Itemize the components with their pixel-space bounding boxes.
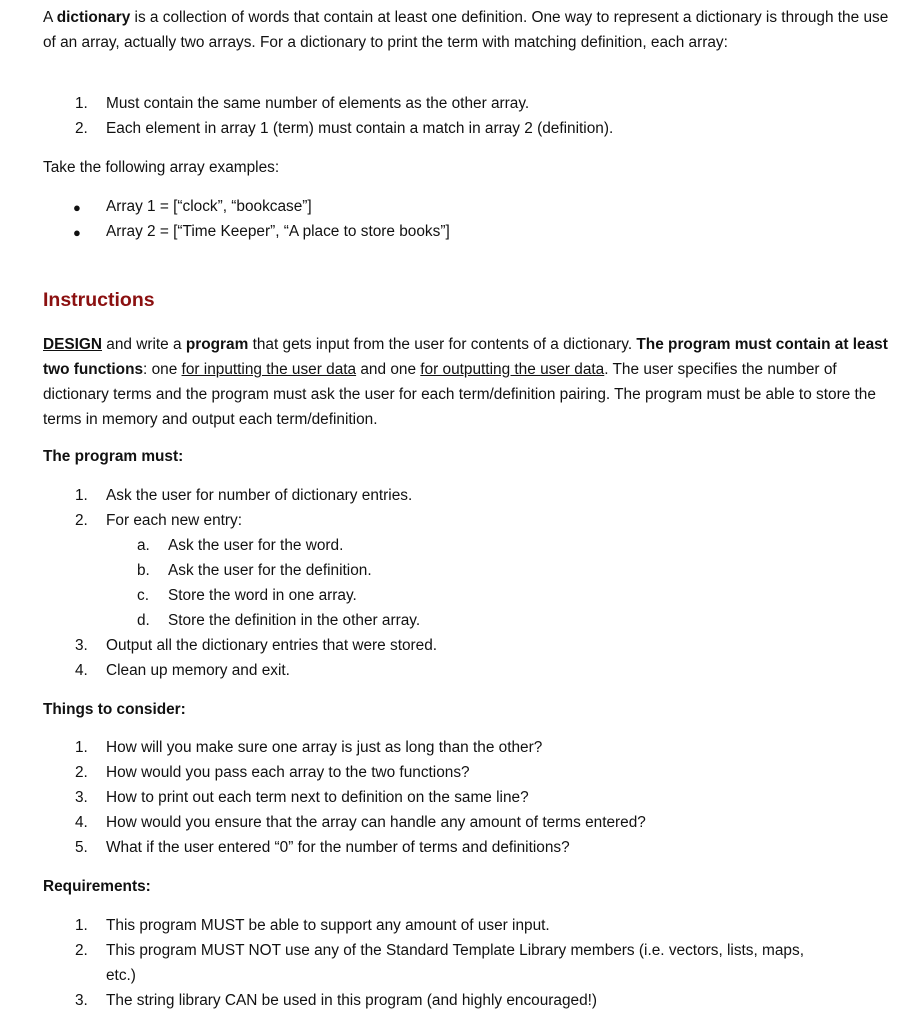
sublist-letter: d.: [137, 612, 150, 629]
list-number: 2.: [75, 942, 88, 959]
list-number: 2.: [75, 764, 88, 781]
instr-text-c: : one: [143, 361, 182, 378]
list-item-continuation: etc.): [106, 967, 136, 984]
list-item: How to print out each term next to definition on the same line?: [106, 789, 529, 806]
sublist-letter: c.: [137, 587, 149, 604]
rule-number: 1.: [75, 95, 88, 112]
list-item: How will you make sure one array is just as long than the other?: [106, 739, 543, 756]
requirements-heading: Requirements:: [43, 878, 151, 895]
intro-text-rest: is a collection of words that contain at least one definition. One way to represent a dictionary is through the use of an array, actually two arrays. For a dictionary to print the term with matching definition, each array:: [43, 9, 889, 51]
bullet-icon: ●: [73, 200, 81, 215]
list-item: How would you ensure that the array can handle any amount of terms entered?: [106, 814, 646, 831]
list-item: What if the user entered “0” for the number of terms and definitions?: [106, 839, 570, 856]
output-function-phrase: for outputting the user data: [420, 361, 605, 378]
sublist-item: Store the definition in the other array.: [168, 612, 421, 629]
intro-text-start: A: [43, 9, 57, 26]
list-number: 4.: [75, 814, 88, 831]
sublist-letter: a.: [137, 537, 150, 554]
list-number: 1.: [75, 487, 88, 504]
list-item: Clean up memory and exit.: [106, 662, 290, 679]
design-keyword: DESIGN: [43, 336, 103, 353]
sublist-item: Ask the user for the definition.: [168, 562, 372, 579]
instructions-heading: Instructions: [43, 289, 155, 311]
instr-text-d: and one: [356, 361, 421, 378]
sublist-letter: b.: [137, 562, 150, 579]
list-number: 2.: [75, 512, 88, 529]
list-number: 3.: [75, 789, 88, 806]
instr-text-a: and write a: [102, 336, 186, 353]
list-item: This program MUST be able to support any amount of user input.: [106, 917, 550, 934]
list-item: Output all the dictionary entries that were stored.: [106, 637, 438, 654]
sublist-item: Ask the user for the word.: [168, 537, 344, 554]
instructions-paragraph: [43, 332, 893, 432]
examples-intro: Take the following array examples:: [43, 159, 280, 176]
list-number: 1.: [75, 917, 88, 934]
rule-number: 2.: [75, 120, 88, 137]
list-number: 3.: [75, 992, 88, 1009]
list-item: For each new entry:: [106, 512, 243, 529]
list-item: How would you pass each array to the two functions?: [106, 764, 470, 781]
list-number: 4.: [75, 662, 88, 679]
rule-text: Must contain the same number of elements as the other array.: [106, 95, 530, 112]
example-array-2: Array 2 = [“Time Keeper”, “A place to store books”]: [106, 223, 450, 240]
example-array-1: Array 1 = [“clock”, “bookcase”]: [106, 198, 312, 215]
consider-heading: Things to consider:: [43, 701, 186, 718]
bullet-icon: ●: [73, 225, 81, 240]
intro-bold-term: dictionary: [56, 9, 131, 26]
input-function-phrase: for inputting the user data: [181, 361, 357, 378]
sublist-item: Store the word in one array.: [168, 587, 357, 604]
list-number: 5.: [75, 839, 88, 856]
intro-paragraph: [43, 5, 893, 55]
two-functions-requirement: The program must contain at least two functions: [43, 336, 888, 378]
list-number: 1.: [75, 739, 88, 756]
list-item: This program MUST NOT use any of the Standard Template Library members (i.e. vectors, lists, maps,: [106, 942, 804, 959]
instr-text-b: that gets input from the user for contents of a dictionary.: [248, 336, 637, 353]
list-item: The string library CAN be used in this program (and highly encouraged!): [106, 992, 598, 1009]
rule-text: Each element in array 1 (term) must contain a match in array 2 (definition).: [106, 120, 614, 137]
program-must-heading: The program must:: [43, 448, 184, 465]
instr-text-e: . The user specifies the number of dictionary terms and the program must ask the user for each term/definition pairing. The program must be able to store the terms in memory and output each term/definition.: [43, 361, 876, 428]
list-number: 3.: [75, 637, 88, 654]
list-item: Ask the user for number of dictionary entries.: [106, 487, 413, 504]
program-keyword: program: [185, 336, 249, 353]
